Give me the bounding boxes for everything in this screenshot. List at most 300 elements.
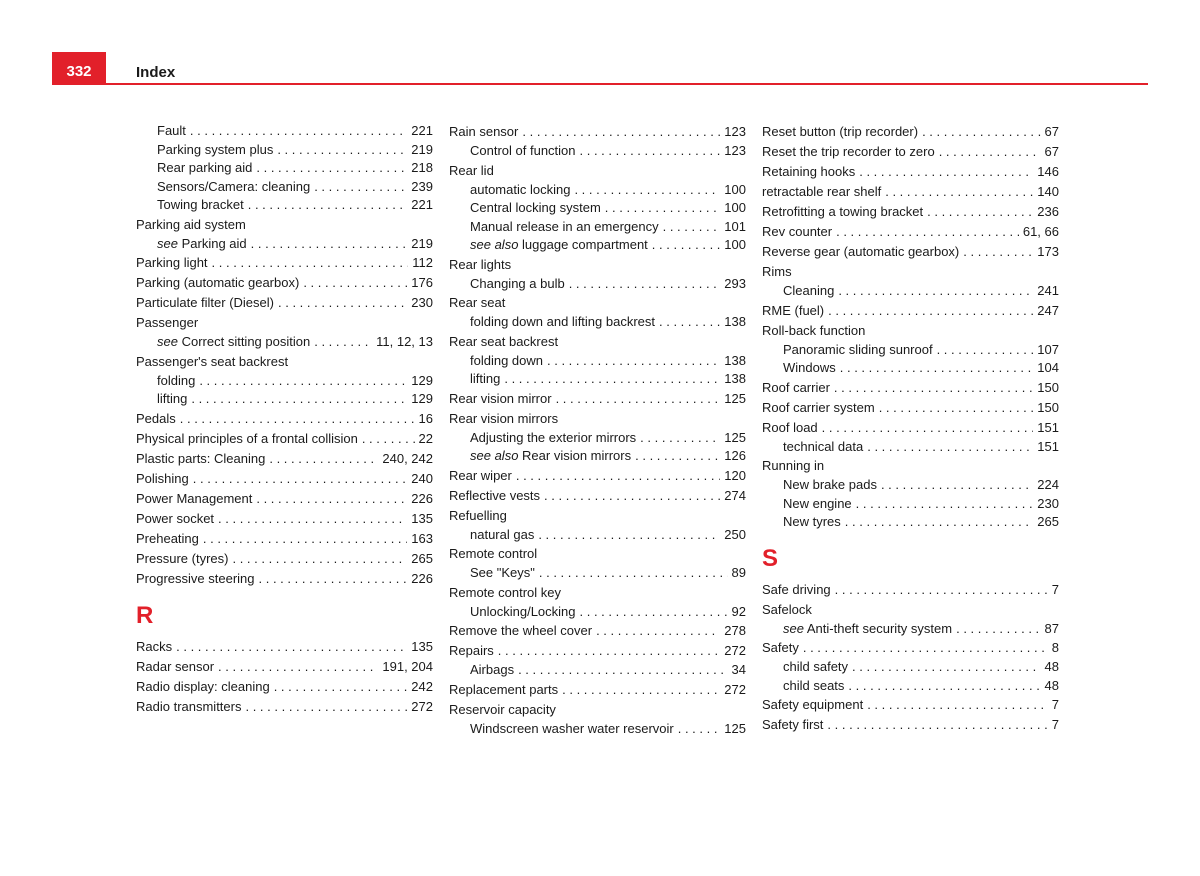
entry-term-text: folding down — [470, 352, 543, 368]
entry-page: 126 — [724, 448, 746, 463]
entry-term — [136, 677, 270, 697]
entry-term-text: Central locking system — [470, 200, 601, 215]
entry-term — [762, 580, 831, 600]
entry-term-text: Correct sitting position — [181, 334, 311, 349]
entry-term-text: Rear vision mirror — [449, 390, 552, 406]
index-subentry — [449, 720, 746, 739]
index-subentry — [136, 235, 433, 254]
entry-page: 241 — [1037, 283, 1059, 298]
entry-term-text: retractable rear shelf — [762, 184, 882, 199]
index-subentry — [136, 141, 433, 160]
dot-leader — [504, 370, 720, 389]
entry-page: 151 — [1037, 438, 1059, 454]
index-subentry — [762, 513, 1059, 532]
index-entry — [449, 641, 746, 661]
entry-page: 129 — [411, 372, 433, 388]
index-subentry — [449, 370, 746, 389]
entry-term-text: Radar sensor — [136, 658, 215, 674]
index-heading: Rear vision mirrors — [449, 410, 559, 426]
entry-term — [449, 466, 512, 486]
entry-term-text: Changing a bulb — [470, 275, 565, 291]
dot-leader — [678, 720, 721, 739]
index-subentry — [762, 282, 1059, 301]
entry-page: 140 — [1037, 184, 1059, 199]
index-subentry — [449, 526, 746, 545]
entry-page: 92 — [731, 603, 746, 619]
entry-page: 274 — [724, 487, 746, 503]
entry-term — [762, 162, 855, 182]
entry-term-text: automatic locking — [470, 181, 571, 197]
dot-leader — [538, 526, 720, 545]
entry-page: 100 — [724, 200, 746, 215]
entry-page: 67 — [1044, 144, 1059, 159]
entry-page: 221 — [411, 197, 433, 212]
dot-leader — [274, 677, 408, 697]
dot-leader — [516, 466, 720, 486]
entry-term — [783, 359, 836, 378]
entry-term-text: Pressure (tyres) — [136, 550, 229, 566]
index-heading: Rear lid — [449, 162, 494, 178]
entry-term — [470, 199, 601, 218]
entry-term — [136, 409, 176, 429]
dot-leader — [278, 293, 407, 313]
entry-page: 123 — [724, 124, 746, 139]
entry-page: 7 — [1051, 697, 1059, 712]
entry-term — [470, 720, 674, 739]
entry-term-text: New tyres — [783, 514, 841, 529]
entry-term — [157, 196, 244, 215]
entry-term-text: Reflective vests — [449, 487, 541, 503]
index-heading: Running in — [762, 458, 825, 473]
entry-page: 272 — [724, 681, 746, 697]
index-entry — [136, 449, 433, 469]
entry-term — [136, 469, 189, 489]
index-entry — [762, 715, 1059, 735]
entry-term — [470, 142, 576, 161]
dot-leader — [314, 178, 407, 197]
entry-page: 87 — [1044, 620, 1059, 636]
dot-leader — [605, 199, 721, 218]
entry-page: 272 — [724, 643, 746, 658]
index-entry — [136, 509, 433, 529]
entry-term — [762, 715, 823, 735]
entry-term — [762, 242, 959, 262]
entry-term-text: Preheating — [136, 530, 199, 546]
entry-page: 265 — [1037, 514, 1059, 529]
index-subentry — [136, 372, 433, 391]
dot-leader — [574, 181, 720, 200]
dot-leader — [652, 236, 721, 255]
entry-term-text: Windscreen washer water reservoir — [470, 720, 674, 736]
entry-term — [136, 529, 199, 549]
entry-term — [157, 333, 310, 352]
entry-term-text: New engine — [783, 495, 852, 511]
entry-page: 16 — [418, 410, 433, 426]
dot-leader — [856, 495, 1034, 514]
index-heading: Remote control key — [449, 584, 561, 600]
index-subentry — [449, 218, 746, 237]
header-rule — [52, 83, 1148, 85]
entry-term-text: Rear parking aid — [157, 160, 253, 175]
dot-leader — [867, 695, 1048, 715]
dot-leader — [885, 182, 1033, 202]
entry-term — [470, 236, 648, 255]
entry-page: 138 — [724, 352, 746, 368]
index-entry — [136, 529, 433, 549]
entry-term-text: Retrofitting a towing bracket — [762, 204, 924, 219]
entry-page: 34 — [731, 662, 746, 677]
entry-page: 240, 242 — [382, 450, 433, 466]
entry-term — [157, 390, 187, 409]
entry-term-text: Power socket — [136, 510, 215, 526]
entry-page: 151 — [1037, 419, 1059, 435]
entry-term-text: Rev counter — [762, 224, 833, 239]
entry-term — [449, 389, 552, 409]
index-subentry — [136, 178, 433, 197]
index-entry — [449, 680, 746, 700]
index-subentry — [136, 333, 433, 352]
entry-term — [157, 141, 273, 160]
entry-term — [157, 159, 252, 178]
entry-term-text: New brake pads — [783, 477, 877, 492]
index-heading: Rear seat — [449, 295, 506, 310]
entry-term — [157, 235, 247, 254]
dot-leader — [277, 141, 407, 160]
entry-term — [470, 526, 534, 545]
dot-leader — [245, 697, 407, 717]
dot-leader — [963, 242, 1033, 262]
index-heading: Safelock — [762, 601, 812, 617]
entry-term-text: Particulate filter (Diesel) — [136, 295, 274, 310]
index-heading: Remote control — [449, 546, 538, 561]
dot-leader — [218, 509, 407, 529]
index-heading: Rear seat backrest — [449, 333, 559, 349]
index-subentry — [449, 142, 746, 161]
dot-leader — [922, 122, 1040, 142]
entry-page: 7 — [1051, 717, 1059, 732]
see-reference: see also — [470, 448, 519, 463]
dot-leader — [256, 489, 407, 509]
entry-page: 250 — [724, 526, 746, 542]
dot-leader — [822, 418, 1034, 438]
entry-term-text: Cleaning — [783, 283, 835, 298]
see-reference: see — [783, 620, 804, 636]
entry-term-text: Anti-theft security system — [806, 620, 953, 636]
index-entry — [136, 469, 433, 489]
dot-leader — [939, 142, 1041, 162]
dot-leader — [828, 301, 1033, 321]
index-subentry — [449, 313, 746, 332]
entry-term — [762, 301, 824, 321]
entry-page: 226 — [411, 490, 433, 506]
entry-term — [762, 202, 923, 222]
entry-term — [783, 677, 844, 696]
entry-term-text: Safe driving — [762, 581, 831, 597]
entry-term — [783, 282, 834, 301]
entry-term-text: Repairs — [449, 643, 494, 658]
entry-term — [783, 658, 848, 677]
entry-term — [449, 122, 518, 142]
index-heading: Passenger's seat backrest — [136, 353, 289, 369]
entry-page: 138 — [724, 314, 746, 329]
index-heading: Passenger — [136, 315, 199, 330]
entry-term — [470, 429, 636, 448]
entry-term — [762, 638, 799, 658]
entry-term-text: Replacement parts — [449, 681, 559, 697]
entry-page: 125 — [724, 429, 746, 445]
index-column-3 — [762, 122, 1059, 735]
entry-term-text: folding — [157, 372, 196, 388]
entry-term-text: Windows — [783, 360, 836, 375]
index-letter-heading: S — [762, 544, 779, 572]
dot-leader — [835, 580, 1048, 600]
entry-term-text: Roof carrier — [762, 379, 830, 395]
dot-leader — [569, 275, 721, 294]
entry-term — [762, 398, 875, 418]
entry-term — [136, 449, 265, 469]
dot-leader — [556, 389, 721, 409]
dot-leader — [269, 449, 378, 469]
dot-leader — [522, 122, 720, 142]
dot-leader — [518, 661, 727, 680]
dot-leader — [852, 658, 1040, 677]
entry-page: 125 — [724, 720, 746, 736]
dot-leader — [190, 122, 407, 141]
index-entry — [136, 429, 433, 449]
see-reference: see — [157, 235, 178, 251]
dot-leader — [199, 372, 407, 391]
entry-page: 163 — [411, 530, 433, 546]
index-entry — [449, 122, 746, 142]
entry-page: 112 — [412, 255, 433, 270]
dot-leader — [879, 398, 1034, 418]
index-entry — [762, 222, 1059, 242]
entry-term-text: Roof carrier system — [762, 399, 875, 415]
entry-term — [762, 418, 818, 438]
index-entry — [762, 202, 1059, 222]
entry-term — [762, 182, 881, 202]
entry-page: 293 — [724, 275, 746, 291]
entry-page: 22 — [418, 430, 433, 446]
entry-page: 100 — [724, 181, 746, 197]
entry-term — [783, 476, 877, 495]
entry-term — [136, 569, 255, 589]
index-entry — [136, 657, 433, 677]
entry-term-text: Racks — [136, 638, 173, 654]
entry-term-text: Physical principles of a frontal collision — [136, 430, 358, 446]
entry-page: 240 — [411, 470, 433, 486]
entry-term-text: Remove the wheel cover — [449, 623, 593, 638]
index-entry — [136, 569, 433, 589]
index-subentry — [762, 476, 1059, 495]
dot-leader — [834, 378, 1033, 398]
entry-page: 176 — [411, 275, 433, 290]
index-column-2 — [449, 122, 746, 738]
entry-term-text: Retaining hooks — [762, 164, 856, 179]
entry-page: 67 — [1044, 124, 1059, 139]
entry-term-text: Sensors/Camera: cleaning — [157, 178, 311, 194]
entry-term — [136, 509, 214, 529]
entry-term-text: Reverse gear (automatic gearbox) — [762, 244, 960, 259]
entry-page: 8 — [1051, 640, 1059, 655]
index-subentry — [762, 658, 1059, 677]
index-subentry — [449, 564, 746, 583]
entry-page: 247 — [1037, 302, 1059, 318]
entry-term — [470, 275, 565, 294]
entry-term — [470, 661, 514, 680]
index-subentry — [449, 603, 746, 622]
entry-term — [449, 641, 494, 661]
entry-term — [136, 429, 358, 449]
see-reference: see — [157, 334, 178, 349]
index-entry — [136, 273, 433, 293]
dot-leader — [956, 620, 1040, 639]
entry-page: 107 — [1037, 341, 1059, 357]
entry-term-text: Progressive steering — [136, 570, 255, 586]
entry-page: 101 — [724, 218, 746, 234]
index-entry — [762, 580, 1059, 600]
entry-term-text: Rear wiper — [449, 467, 512, 483]
entry-term-text: Control of function — [470, 143, 576, 158]
entry-term-text: natural gas — [470, 526, 535, 542]
entry-page: 224 — [1037, 477, 1059, 492]
entry-page: 11, 12, 13 — [376, 334, 433, 349]
index-entry — [136, 677, 433, 697]
entry-term — [470, 564, 535, 583]
index-subentry — [136, 196, 433, 215]
entry-page: 278 — [724, 623, 746, 638]
entry-term — [783, 341, 933, 360]
entry-term — [136, 489, 252, 509]
index-entry — [449, 389, 746, 409]
index-subentry — [762, 620, 1059, 639]
entry-term-text: Fault — [157, 123, 186, 138]
entry-page: 191, 204 — [382, 658, 433, 674]
index-letter-heading: R — [136, 601, 154, 629]
dot-leader — [881, 476, 1033, 495]
entry-page: 100 — [724, 237, 746, 252]
dot-leader — [547, 352, 720, 371]
index-subentry — [762, 359, 1059, 378]
entry-term-text: Parking (automatic gearbox) — [136, 275, 300, 290]
index-entry — [762, 398, 1059, 418]
entry-page: 48 — [1044, 659, 1059, 674]
index-entry — [762, 242, 1059, 262]
dot-leader — [180, 409, 415, 429]
entry-page: 218 — [411, 160, 433, 175]
entry-term — [136, 253, 208, 273]
entry-page: 150 — [1037, 379, 1059, 395]
dot-leader — [248, 196, 408, 215]
entry-term — [136, 273, 299, 293]
entry-page: 230 — [1037, 495, 1059, 511]
entry-term — [470, 447, 631, 466]
entry-page: 135 — [411, 510, 433, 526]
entry-term-text: lifting — [157, 391, 188, 406]
entry-page: 150 — [1037, 399, 1059, 415]
index-heading: Rims — [762, 264, 792, 279]
dot-leader — [232, 549, 407, 569]
dot-leader — [836, 222, 1019, 242]
index-entry — [762, 162, 1059, 182]
entry-term — [136, 293, 274, 313]
dot-leader — [937, 341, 1034, 360]
index-entry — [136, 549, 433, 569]
dot-leader — [580, 603, 728, 622]
entry-term-text: Safety — [762, 640, 799, 655]
index-subentry — [449, 447, 746, 466]
index-entry — [762, 418, 1059, 438]
entry-term — [449, 621, 592, 641]
dot-leader — [867, 438, 1033, 457]
index-entry — [762, 638, 1059, 658]
dot-leader — [259, 569, 408, 589]
entry-term-text: Safety first — [762, 717, 824, 732]
entry-term-text: child safety — [783, 659, 849, 674]
index-entry — [136, 409, 433, 429]
entry-term-text: Roof load — [762, 419, 818, 435]
dot-leader — [362, 429, 415, 449]
entry-term — [136, 697, 241, 717]
entry-page: 104 — [1037, 360, 1059, 375]
entry-term-text: Parking aid — [181, 235, 247, 251]
entry-page: 146 — [1037, 164, 1059, 179]
index-entry — [449, 621, 746, 641]
see-reference: see also — [470, 237, 519, 252]
entry-term — [136, 637, 172, 657]
entry-page: 120 — [724, 467, 746, 483]
index-subentry — [136, 390, 433, 409]
index-subentry — [449, 661, 746, 680]
dot-leader — [212, 253, 409, 273]
index-subentry — [136, 122, 433, 141]
entry-term-text: Radio display: cleaning — [136, 678, 270, 694]
index-heading: Roll-back function — [762, 322, 866, 338]
entry-term-text: See "Keys" — [470, 565, 535, 580]
dot-leader — [251, 235, 408, 254]
entry-term — [762, 122, 918, 142]
entry-term-text: Safety equipment — [762, 697, 864, 712]
entry-term — [449, 680, 558, 700]
entry-term — [762, 222, 832, 242]
entry-term — [762, 378, 830, 398]
entry-term-text: Rain sensor — [449, 124, 519, 139]
entry-term — [136, 549, 228, 569]
index-subentry — [449, 236, 746, 255]
entry-term — [470, 181, 570, 200]
entry-page: 226 — [411, 570, 433, 586]
index-entry — [136, 637, 433, 657]
dot-leader — [827, 715, 1047, 735]
entry-page: 236 — [1037, 204, 1059, 219]
dot-leader — [580, 142, 721, 161]
entry-page: 135 — [411, 638, 433, 654]
entry-page: 61, 66 — [1022, 224, 1059, 239]
entry-term — [762, 695, 863, 715]
dot-leader — [640, 429, 720, 448]
entry-term — [783, 620, 952, 639]
dot-leader — [927, 202, 1033, 222]
index-entry — [136, 489, 433, 509]
dot-leader — [859, 162, 1033, 182]
entry-page: 265 — [411, 550, 433, 566]
dot-leader — [314, 333, 372, 352]
entry-term — [157, 122, 186, 141]
entry-page: 129 — [411, 391, 433, 406]
index-subentry — [449, 429, 746, 448]
index-entry — [762, 301, 1059, 321]
dot-leader — [191, 390, 407, 409]
